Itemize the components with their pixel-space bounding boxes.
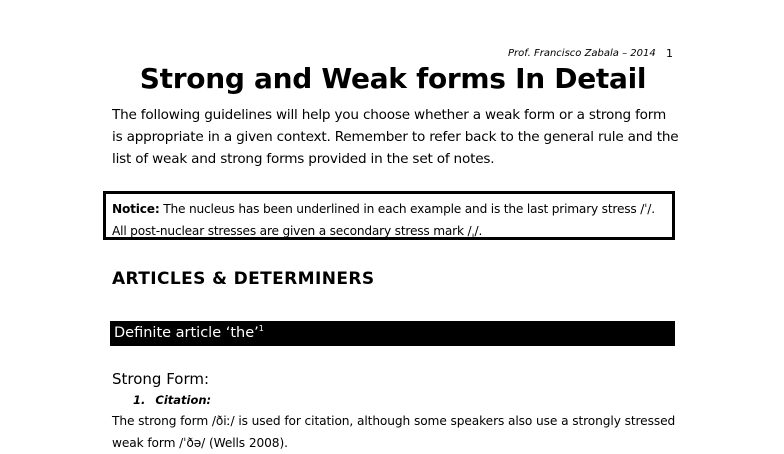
list-label: Citation: xyxy=(155,393,212,407)
section-heading: ARTICLES & DETERMINERS xyxy=(112,269,375,289)
page-title: Strong and Weak forms In Detail xyxy=(139,62,647,95)
page-number: 1 xyxy=(666,47,673,60)
notice-text: The nucleus has been underlined in each example and is the last primary stress /ˈ/. All post-nuclear stresses are given a secondary stress mark /ˌ/. xyxy=(112,202,655,238)
notice-box xyxy=(103,191,675,240)
subsection-bar xyxy=(110,321,675,346)
notice-label: Notice: xyxy=(112,202,160,216)
subheading: Strong Form: xyxy=(112,370,210,388)
subsection-title: Definite article ‘the’ xyxy=(114,324,259,341)
list-item xyxy=(133,393,211,407)
intro-paragraph: The following guidelines will help you choose whether a weak form or a strong form is appropriate in a given context. Remember to refer back to the general rule and the list of weak and strong forms provided in the set of notes. xyxy=(112,107,679,167)
footnote-marker: 1 xyxy=(258,324,264,333)
list-number: 1. xyxy=(133,393,146,407)
body-paragraph: The strong form /ðiː/ is used for citation, although some speakers also use a strongly stressed weak form /ˈðə/ (Wells 2008). xyxy=(112,414,676,450)
header-author: Prof. Francisco Zabala – 2014 xyxy=(508,48,656,59)
